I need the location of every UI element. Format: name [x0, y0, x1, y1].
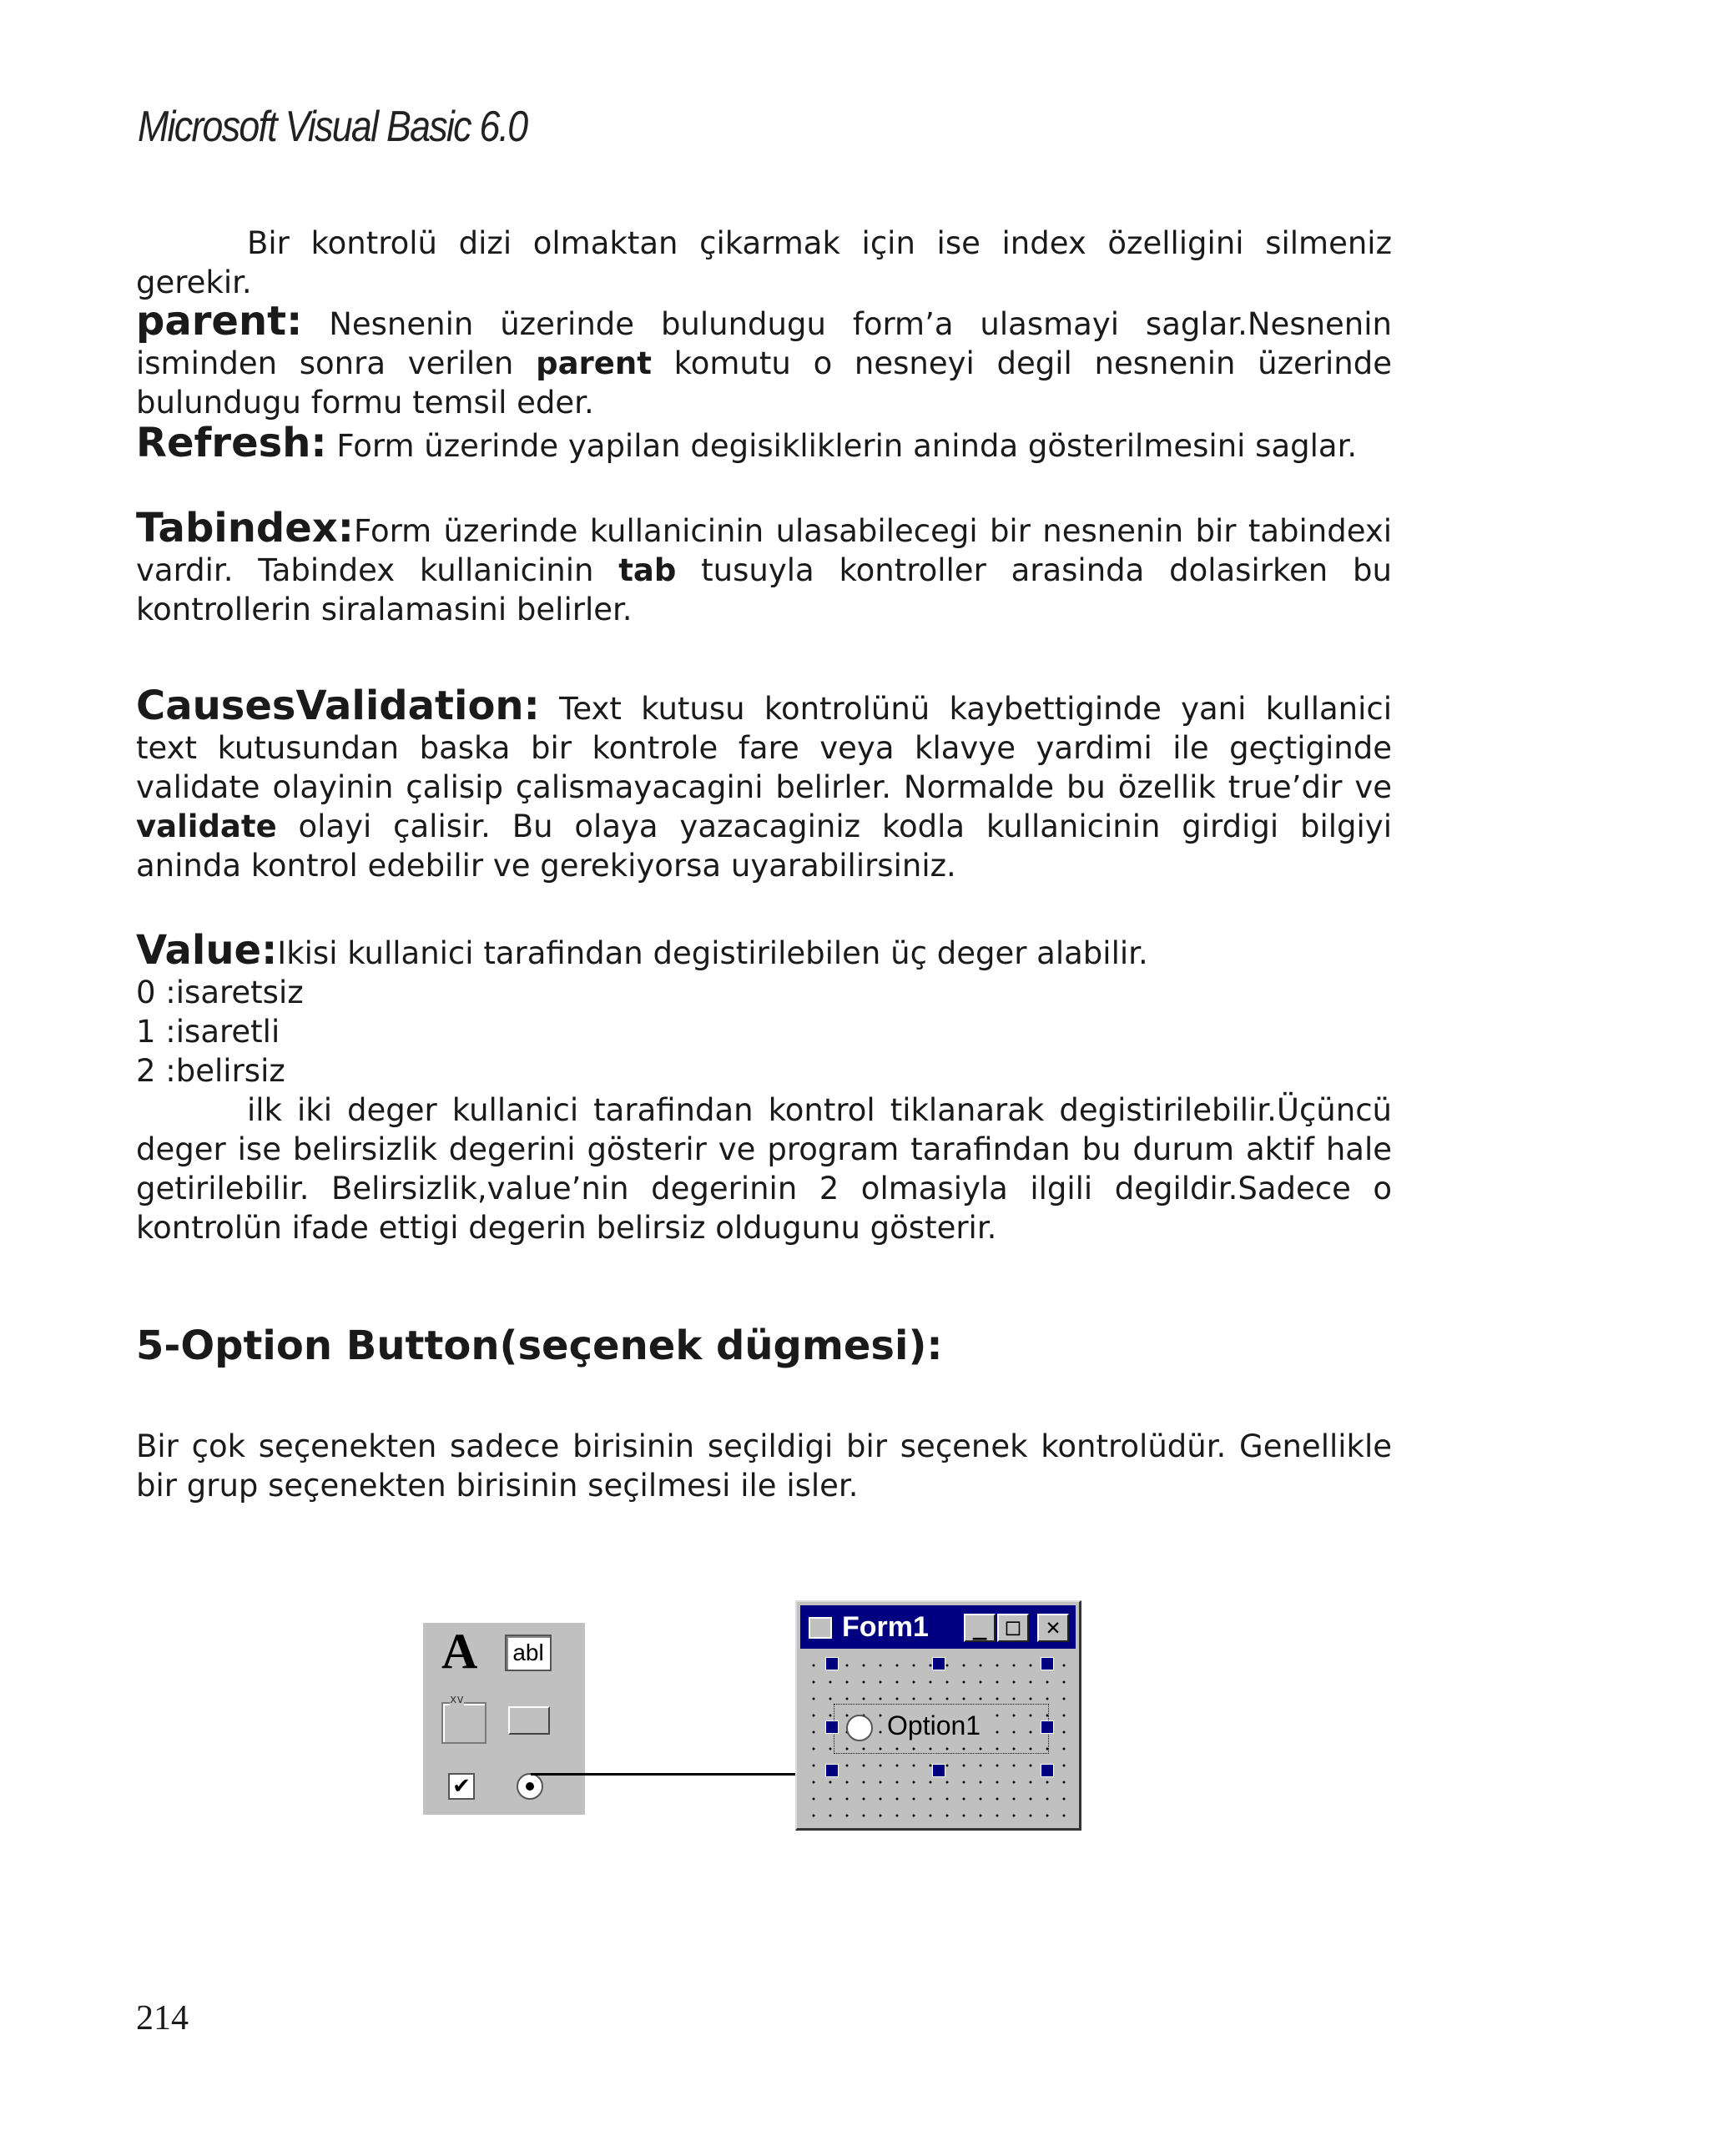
- tabindex-text-1: Form üzerinde kullanicinin ulasabilecegi bir nesnenin bir tabindexi vardir. Tabindex kullanicinin: [136, 513, 1392, 588]
- resize-handle[interactable]: [932, 1657, 945, 1670]
- parent-bold: parent: [536, 345, 652, 381]
- tabindex-text-2: tusuyla kontroller arasinda dolasirken bu kontrollerin siralamasini belirler.: [136, 552, 1392, 627]
- resize-handle[interactable]: [825, 1720, 839, 1734]
- value-entry: [136, 927, 1392, 1247]
- tabindex-bold: tab: [618, 552, 677, 588]
- option1-radio[interactable]: [846, 1715, 873, 1741]
- section-title: 5-Option Button(seçenek dügmesi):: [136, 1322, 943, 1369]
- toolbox-panel: [423, 1623, 585, 1815]
- value-item-0: 0 :isaretsiz: [136, 975, 304, 1010]
- resize-handle[interactable]: [932, 1764, 945, 1777]
- term-tabindex: Tabindex:: [136, 505, 354, 552]
- value-text: Ikisi kullanici tarafindan degistirilebilen üç deger alabilir.: [277, 935, 1148, 971]
- optionbutton-tool-icon[interactable]: [517, 1773, 543, 1800]
- tabindex-entry: [136, 505, 1392, 629]
- option1-label: Option1: [887, 1710, 981, 1740]
- connector-line: [531, 1773, 831, 1776]
- page-number: 214: [136, 1999, 189, 2038]
- frame-tool-icon[interactable]: [441, 1693, 486, 1744]
- causes-bold: validate: [136, 808, 277, 844]
- parent-entry: [136, 298, 1392, 422]
- intro-paragraph: [136, 224, 1392, 302]
- resize-handle[interactable]: [1041, 1657, 1054, 1670]
- term-refresh: Refresh:: [136, 420, 327, 466]
- resize-handle[interactable]: [1041, 1764, 1054, 1777]
- term-value: Value:: [136, 927, 278, 974]
- form1-titlebar[interactable]: [800, 1605, 1076, 1649]
- parent-text-2: komutu o nesneyi degil nesnenin üzerinde bulundugu formu temsil eder.: [136, 345, 1392, 421]
- label-tool-icon[interactable]: A: [441, 1624, 478, 1679]
- radio-dot: [526, 1782, 534, 1791]
- textbox-tool-icon[interactable]: abl: [505, 1635, 552, 1671]
- value-item-1: 1 :isaretli: [136, 1014, 280, 1050]
- intro-text: Bir kontrolü dizi olmaktan çikarmak için ise index özelligini silmeniz gerekir.: [136, 225, 1392, 300]
- section-paragraph: [136, 1427, 1392, 1505]
- resize-handle[interactable]: [825, 1764, 839, 1777]
- checkbox-tool-icon[interactable]: ✔: [448, 1773, 475, 1800]
- term-parent: parent:: [136, 298, 303, 345]
- refresh-text: Form üzerinde yapilan degisikliklerin aninda gösterilmesini saglar.: [326, 428, 1358, 464]
- resize-handle[interactable]: [1041, 1720, 1054, 1734]
- running-header: Microsoft Visual Basic 6.0: [138, 103, 527, 151]
- causes-text-1: Text kutusu kontrolünü kaybettiginde yani kullanici text kutusundan baska bir kontrole fare veya klavye yardimi ile geçtiginde validate olayinin çalisip çalismayacagini belirler. Normalde bu özellik true’dir ve: [136, 691, 1392, 805]
- close-button[interactable]: ✕: [1037, 1614, 1069, 1642]
- form-title: Form1: [842, 1611, 929, 1643]
- parent-text-1: Nesnenin üzerinde bulundugu form’a ulasmayi saglar.Nesnenin isminden sonra verilen: [136, 306, 1392, 381]
- section-text: Bir çok seçenekten sadece birisinin seçildigi bir seçenek kontrolüdür. Genellikle bir grup seçenekten birisinin seçilmesi ile isler.: [136, 1428, 1392, 1504]
- refresh-entry: [136, 420, 1392, 466]
- form-client-area[interactable]: [800, 1652, 1076, 1825]
- value-paragraph: ilk iki deger kullanici tarafindan kontrol tiklanarak degistirilebilir.Üçüncü deger ise belirsizlik degerini gösterir ve program tarafindan bu durum aktif hale getirilebilir. Belirsizlik,value’nin degerinin 2 olmasiyla ilgili degildir.Sadece o kontrolün ifade ettigi degerin belirsiz oldugunu gösterir.: [136, 1092, 1392, 1246]
- form1-window[interactable]: [795, 1600, 1081, 1831]
- value-item-2: 2 :belirsiz: [136, 1053, 285, 1089]
- form-icon: [809, 1617, 832, 1639]
- causes-text-2: olayi çalisir. Bu olaya yazacaginiz kodla kullanicinin girdigi bilgiyi aninda kontrol edebilir ve gerekiyorsa uyarabilirsiniz.: [136, 808, 1392, 884]
- commandbutton-tool-icon[interactable]: [508, 1706, 550, 1735]
- causesvalidation-entry: [136, 683, 1392, 885]
- maximize-button[interactable]: □: [997, 1614, 1029, 1642]
- minimize-button[interactable]: _: [964, 1614, 996, 1642]
- term-causesvalidation: CausesValidation:: [136, 683, 540, 729]
- frame-caption: xv: [450, 1693, 464, 1706]
- resize-handle[interactable]: [825, 1657, 839, 1670]
